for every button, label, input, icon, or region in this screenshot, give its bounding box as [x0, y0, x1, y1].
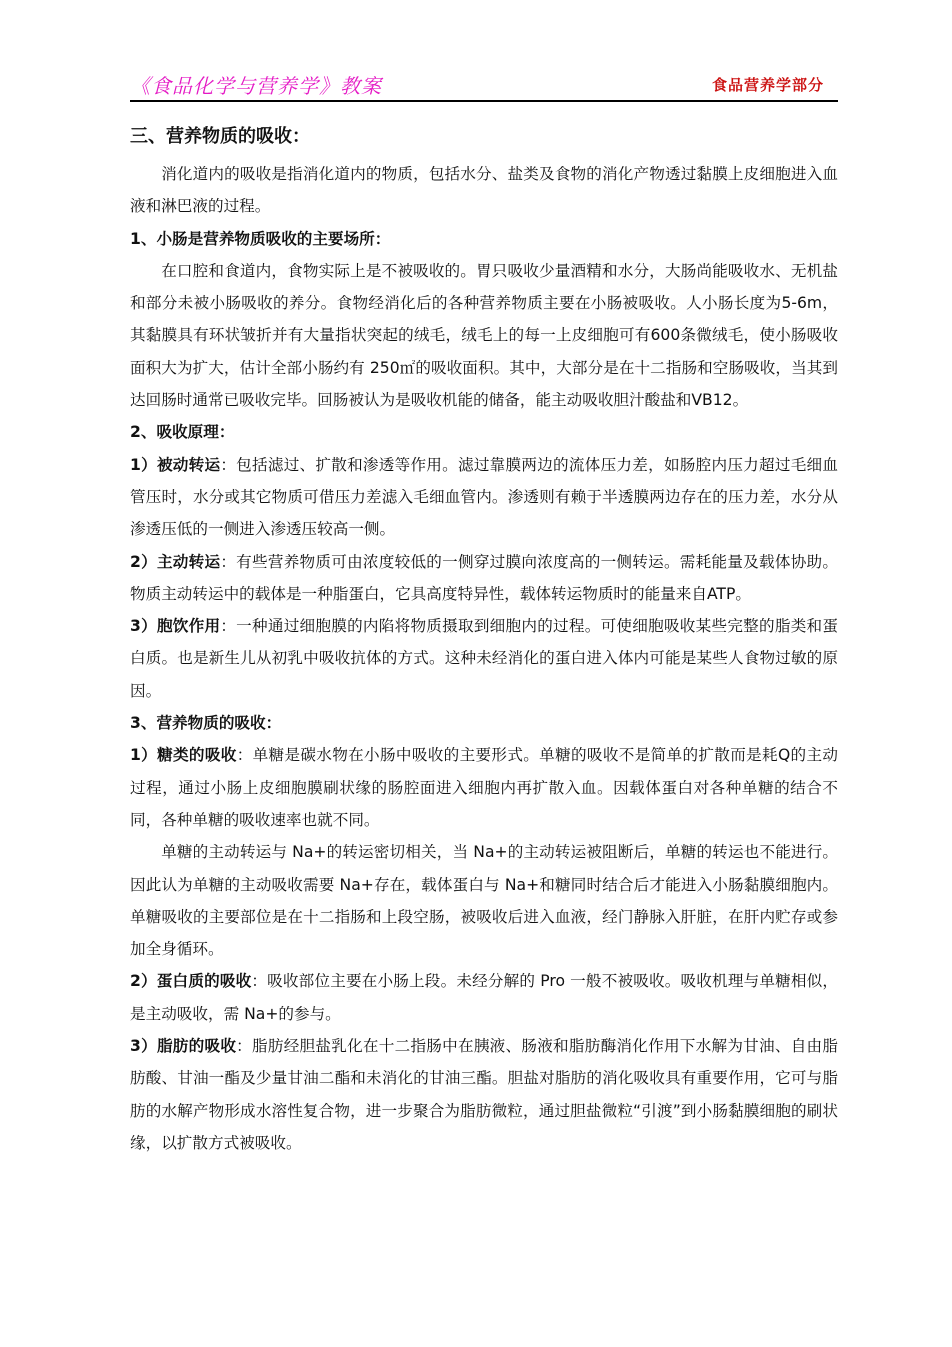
- intro-paragraph: 消化道内的吸收是指消化道内的物质，包括水分、盐类及食物的消化产物透过黏膜上皮细胞进入血液和淋巴液的过程。: [130, 165, 838, 216]
- carbohydrate-paragraph: [130, 739, 838, 836]
- passive-transport-text: ：包括滤过、扩散和渗透等作用。滤过靠膜两边的流体压力差，如肠腔内压力超过毛细血管压时，水分或其它物质可借压力差滤入毛细血管内。渗透则有赖于半透膜两边存在的压力差，水分从渗透压低的一侧进入渗透压较高一侧。: [130, 455, 838, 539]
- pinocytosis-label: 3）胞饮作用: [130, 617, 221, 636]
- passive-transport-paragraph: [130, 449, 838, 546]
- page-header: [130, 68, 838, 102]
- fat-paragraph: [130, 1030, 838, 1159]
- carbohydrate-label: 1）糖类的吸收: [130, 746, 237, 765]
- active-transport-paragraph: [130, 546, 838, 611]
- course-title: 《食品化学与营养学》教案: [130, 74, 382, 98]
- protein-label: 2）蛋白质的吸收: [130, 972, 252, 991]
- active-transport-label: 2）主动转运: [130, 552, 221, 571]
- protein-text: ：吸收部位主要在小肠上段。未经分解的 Pro 一般不被吸收。吸收机理与单糖相似，是主动吸收，需 Na+的参与。: [130, 972, 838, 1023]
- fat-label: 3）脂肪的吸收: [130, 1037, 237, 1056]
- protein-paragraph: [130, 965, 838, 1030]
- subheading-2: 2、吸收原理：: [130, 423, 235, 442]
- passive-transport-label: 1）被动转运: [130, 455, 221, 474]
- pinocytosis-paragraph: [130, 610, 838, 707]
- document-body: [130, 120, 838, 1159]
- fat-text: ：脂肪经胆盐乳化在十二指肠中在胰液、肠液和脂肪酶消化作用下水解为甘油、自由脂肪酸、甘油一酯及少量甘油二酯和未消化的甘油三酯。胆盐对脂肪的消化吸收具有重要作用，它可与脂肪的水解产物形成水溶性复合物，进一步聚合为脂肪微粒，通过胆盐微粒“引渡”到小肠黏膜细胞的刷状缘，以扩散方式被吸收。: [130, 1037, 838, 1152]
- paragraph-small-intestine: 在口腔和食道内，食物实际上是不被吸收的。胃只吸收少量酒精和水分，大肠尚能吸收水、无机盐和部分未被小肠吸收的养分。食物经消化后的各种营养物质主要在小肠被吸收。人小肠长度为5-6m，其黏膜具有环状皱折并有大量指状突起的绒毛，绒毛上的每一上皮细胞可有600条微绒毛，使小肠吸收面积大为扩大，估计全部小肠约有 250㎡的吸收面积。其中，大部分是在十二指肠和空肠吸收，当其到达回肠时通常已吸收完毕。回肠被认为是吸收机能的储备，能主动吸收胆汁酸盐和VB12。: [130, 261, 838, 410]
- subheading-1: 1、小肠是营养物质吸收的主要场所：: [130, 229, 391, 248]
- section-label: 食品营养学部分: [711, 76, 824, 94]
- subheading-3: 3、营养物质的吸收：: [130, 714, 282, 733]
- section-heading: 三、营养物质的吸收：: [130, 126, 310, 147]
- active-transport-text: ：有些营养物质可由浓度较低的一侧穿过膜向浓度高的一侧转运。需耗能量及载体协助。物质主动转运中的载体是一种脂蛋白，它具高度特异性，载体转运物质时的能量来自ATP。: [130, 552, 838, 603]
- monosaccharide-paragraph: 单糖的主动转运与 Na+的转运密切相关，当 Na+的主动转运被阻断后，单糖的转运也不能进行。因此认为单糖的主动吸收需要 Na+存在，载体蛋白与 Na+和糖同时结合后才能进入小肠黏膜细胞内。单糖吸收的主要部位是在十二指肠和上段空肠，被吸收后进入血液，经门静脉入肝脏，在肝内贮存或参加全身循环。: [130, 843, 838, 959]
- pinocytosis-text: ：一种通过细胞膜的内陷将物质摄取到细胞内的过程。可使细胞吸收某些完整的脂类和蛋白质。也是新生儿从初乳中吸收抗体的方式。这种未经消化的蛋白进入体内可能是某些人食物过敏的原因。: [130, 617, 838, 700]
- carbohydrate-text: ：单糖是碳水物在小肠中吸收的主要形式。单糖的吸收不是简单的扩散而是耗Q的主动过程，通过小肠上皮细胞膜刷状缘的肠腔面进入细胞内再扩散入血。因载体蛋白对各种单糖的结合不同，各种单糖的吸收速率也就不同。: [130, 746, 838, 829]
